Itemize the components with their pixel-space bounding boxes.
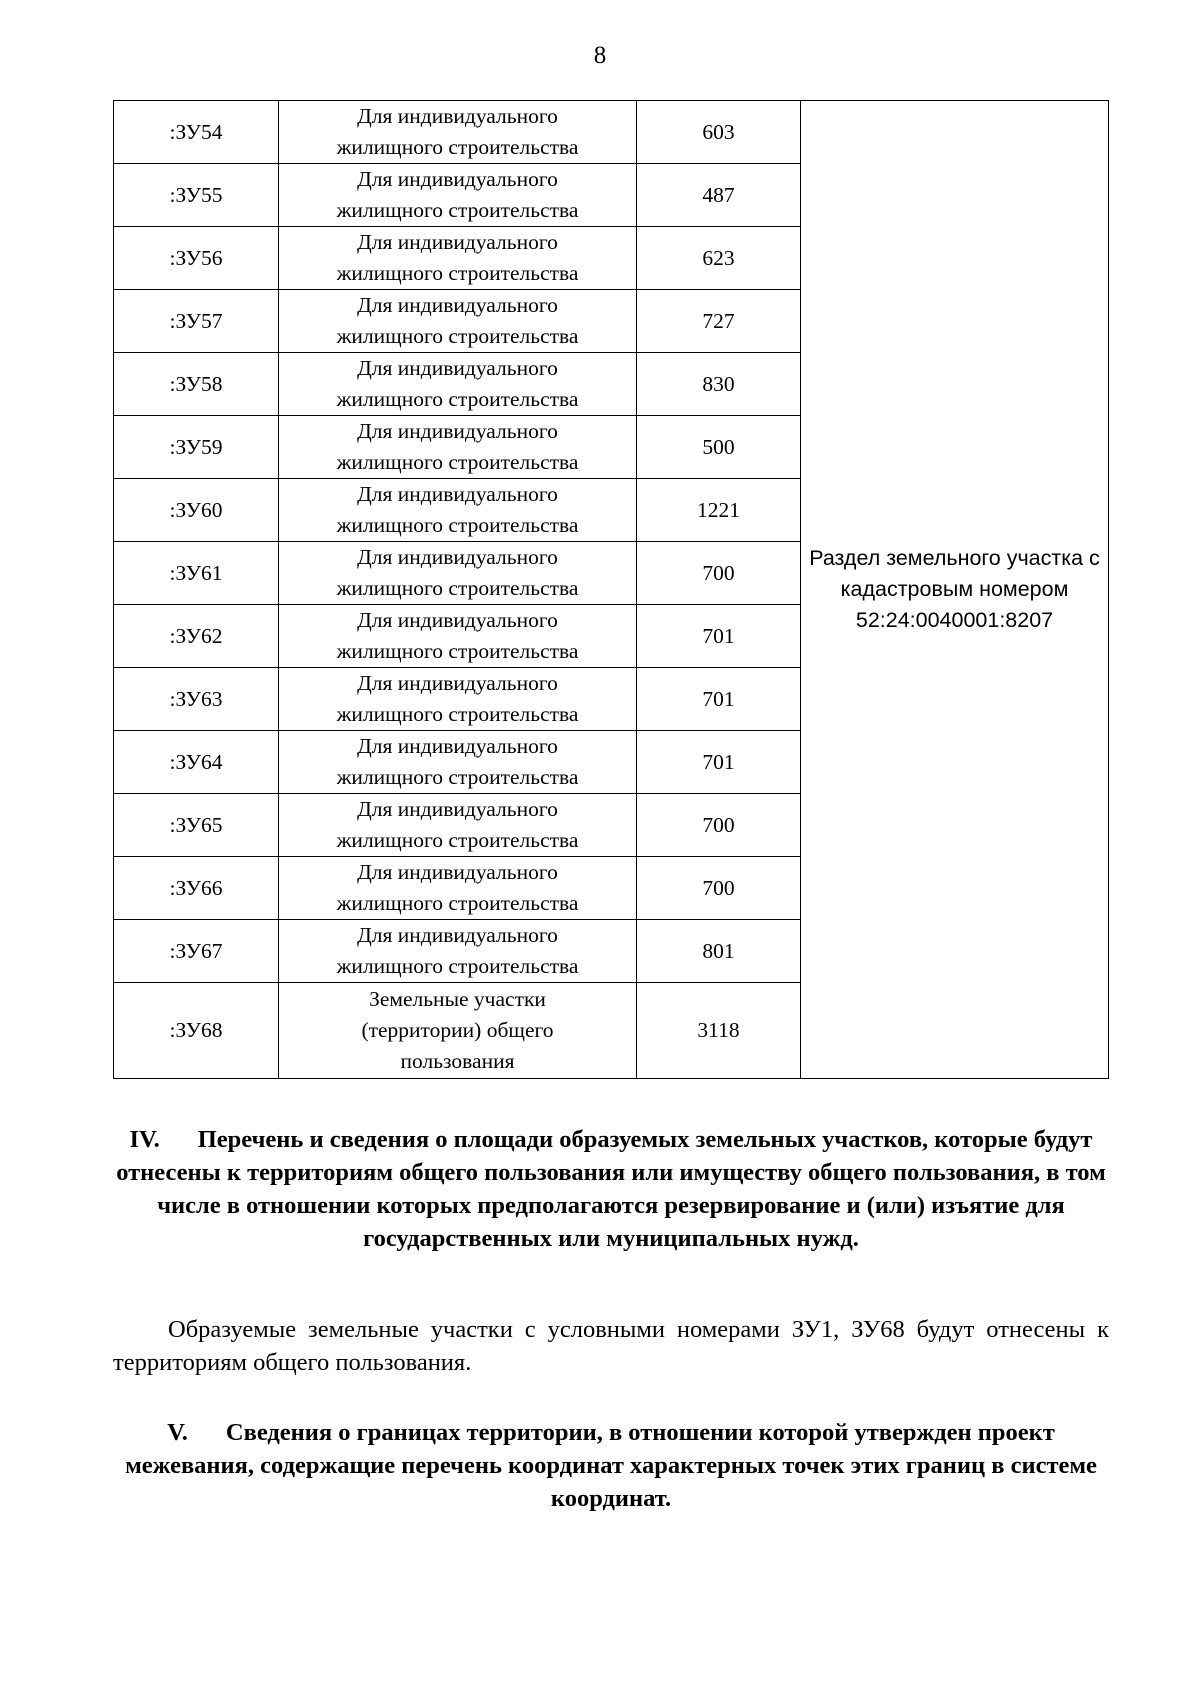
area-cell: 623: [637, 227, 801, 290]
permitted-use-line: (территории) общего: [361, 1018, 554, 1042]
area-cell: 801: [637, 920, 801, 983]
area-cell: 700: [637, 857, 801, 920]
plot-id-cell: :ЗУ61: [114, 542, 279, 605]
plot-id-cell: :ЗУ56: [114, 227, 279, 290]
permitted-use-line: жилищного строительства: [336, 828, 579, 852]
permitted-use-cell: [279, 731, 637, 794]
permitted-use-line: жилищного строительства: [336, 954, 579, 978]
plot-id-cell: :ЗУ68: [114, 983, 279, 1079]
plot-id-cell: :ЗУ57: [114, 290, 279, 353]
permitted-use-line: жилищного строительства: [336, 261, 579, 285]
permitted-use-line: жилищного строительства: [336, 450, 579, 474]
section-iv-paragraph: Образуемые земельные участки с условными номерами ЗУ1, ЗУ68 будут отнесены к территориям общего пользования.: [113, 1316, 1109, 1376]
land-plots-table: [113, 100, 1109, 1079]
page-number: 8: [593, 42, 607, 69]
area-cell: 487: [637, 164, 801, 227]
area-cell: 603: [637, 101, 801, 164]
permitted-use-line: жилищного строительства: [336, 702, 579, 726]
plot-id-cell: :ЗУ58: [114, 353, 279, 416]
permitted-use-line: жилищного строительства: [336, 576, 579, 600]
permitted-use-line: жилищного строительства: [336, 891, 579, 915]
permitted-use-line: Для индивидуального: [357, 482, 558, 506]
section-v-number: V.: [167, 1419, 188, 1446]
permitted-use-cell: [279, 983, 637, 1079]
permitted-use-cell: [279, 857, 637, 920]
permitted-use-line: Земельные участки: [369, 987, 546, 1011]
plot-id-cell: :ЗУ62: [114, 605, 279, 668]
permitted-use-line: пользования: [400, 1049, 515, 1073]
permitted-use-line: жилищного строительства: [336, 765, 579, 789]
permitted-use-line: Для индивидуального: [357, 104, 558, 128]
permitted-use-cell: [279, 920, 637, 983]
permitted-use-line: жилищного строительства: [336, 387, 579, 411]
permitted-use-line: жилищного строительства: [336, 324, 579, 348]
formation-method-cell: [801, 101, 1109, 1079]
table-row: [114, 101, 1109, 164]
permitted-use-line: Для индивидуального: [357, 419, 558, 443]
permitted-use-line: Для индивидуального: [357, 167, 558, 191]
permitted-use-cell: [279, 290, 637, 353]
permitted-use-cell: [279, 416, 637, 479]
plot-id-cell: :ЗУ66: [114, 857, 279, 920]
section-v-heading: [113, 1416, 1109, 1515]
formation-method-line: кадастровым номером: [840, 577, 1069, 601]
area-cell: 700: [637, 794, 801, 857]
area-cell: 701: [637, 731, 801, 794]
permitted-use-line: жилищного строительства: [336, 135, 579, 159]
plot-id-cell: :ЗУ64: [114, 731, 279, 794]
plot-id-cell: :ЗУ60: [114, 479, 279, 542]
section-iv-number: IV.: [129, 1126, 160, 1153]
area-cell: 700: [637, 542, 801, 605]
section-iv-heading: [113, 1123, 1109, 1255]
permitted-use-line: жилищного строительства: [336, 513, 579, 537]
plot-id-cell: :ЗУ55: [114, 164, 279, 227]
permitted-use-cell: [279, 227, 637, 290]
permitted-use-line: Для индивидуального: [357, 608, 558, 632]
permitted-use-line: Для индивидуального: [357, 797, 558, 821]
permitted-use-line: Для индивидуального: [357, 293, 558, 317]
area-cell: 701: [637, 605, 801, 668]
permitted-use-line: Для индивидуального: [357, 734, 558, 758]
section-iv-title: Перечень и сведения о площади образуемых земельных участков, которые будут отнесены к территориям общего пользования или имуществу общего пользования, в том числе в отношении которых предполагаются резервирование и (или) изъятие для государственных или муниципальных нужд.: [116, 1126, 1106, 1252]
area-cell: 701: [637, 668, 801, 731]
formation-method-line: 52:24:0040001:8207: [855, 608, 1054, 632]
permitted-use-line: Для индивидуального: [357, 671, 558, 695]
area-cell: 500: [637, 416, 801, 479]
plot-id-cell: :ЗУ65: [114, 794, 279, 857]
land-plots-table-body: [114, 101, 1109, 1079]
plot-id-cell: :ЗУ67: [114, 920, 279, 983]
permitted-use-line: жилищного строительства: [336, 639, 579, 663]
area-cell: 830: [637, 353, 801, 416]
plot-id-cell: :ЗУ59: [114, 416, 279, 479]
plot-id-cell: :ЗУ54: [114, 101, 279, 164]
permitted-use-cell: [279, 605, 637, 668]
permitted-use-cell: [279, 101, 637, 164]
permitted-use-line: Для индивидуального: [357, 860, 558, 884]
permitted-use-cell: [279, 164, 637, 227]
area-cell: 727: [637, 290, 801, 353]
plot-id-cell: :ЗУ63: [114, 668, 279, 731]
permitted-use-cell: [279, 542, 637, 605]
permitted-use-line: жилищного строительства: [336, 198, 579, 222]
permitted-use-line: Для индивидуального: [357, 356, 558, 380]
area-cell: 3118: [637, 983, 801, 1079]
permitted-use-cell: [279, 668, 637, 731]
permitted-use-line: Для индивидуального: [357, 545, 558, 569]
permitted-use-cell: [279, 353, 637, 416]
section-v-title: Сведения о границах территории, в отношении которой утвержден проект межевания, содержащие перечень координат характерных точек этих границ в системе координат.: [125, 1419, 1097, 1512]
permitted-use-line: Для индивидуального: [357, 923, 558, 947]
formation-method-line: Раздел земельного участка с: [809, 546, 1100, 570]
permitted-use-line: Для индивидуального: [357, 230, 558, 254]
permitted-use-cell: [279, 794, 637, 857]
permitted-use-cell: [279, 479, 637, 542]
area-cell: 1221: [637, 479, 801, 542]
